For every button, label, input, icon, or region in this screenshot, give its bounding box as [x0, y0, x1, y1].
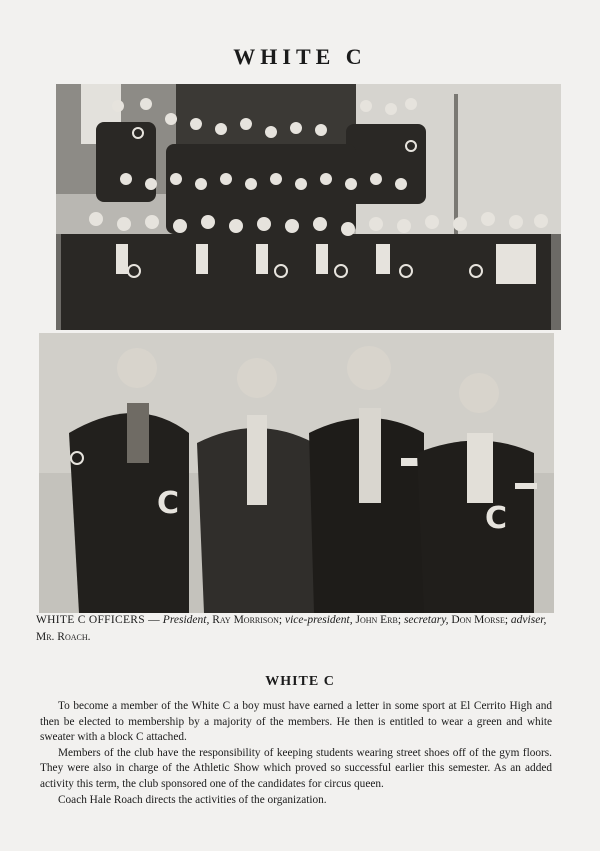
- vp-name: John Erb: [355, 614, 398, 626]
- president-role: President,: [162, 614, 210, 626]
- officers-photo-image: [39, 333, 554, 613]
- page-title: WHITE C: [233, 44, 367, 69]
- paragraph-membership: To become a member of the White C a boy must have earned a letter in some sport at El Cerrito High and then be elected to membership by a majority of the members. He then is entitled to wear a green and white sweater with a block C attached.: [40, 700, 552, 744]
- adviser-name: Mr. Roach.: [36, 631, 91, 643]
- svg-text:C: C: [485, 501, 508, 536]
- group-photo-image: [56, 84, 561, 330]
- adviser-role: adviser,: [510, 614, 547, 626]
- president-name: Ray Morrison: [212, 614, 279, 626]
- section-body: [40, 699, 552, 808]
- secretary-role: secretary,: [403, 614, 449, 626]
- officers-caption: WHITE C OFFICERS — President, Ray Morrison; vice-president, John Erb; secretary, Don Morse; adviser, Mr. Roach.: [36, 614, 547, 643]
- section-heading: WHITE C: [265, 674, 335, 689]
- svg-text:C: C: [157, 486, 180, 521]
- caption-lead: WHITE C OFFICERS —: [36, 614, 160, 626]
- group-photo: [56, 84, 561, 330]
- paragraph-adviser: Coach Hale Roach directs the activities of the organization.: [58, 793, 327, 806]
- secretary-name: Don Morse: [451, 614, 505, 626]
- officers-photo: [39, 333, 554, 613]
- paragraph-responsibilities: Members of the club have the responsibility of keeping students wearing street shoes off of the gym floors. They were also in charge of the Athletic Show which proved so successful earlier this semester. As an added activity this term, the club sponsored one of the candidates for circus queen.: [40, 746, 552, 790]
- vp-role: vice-president,: [285, 614, 353, 626]
